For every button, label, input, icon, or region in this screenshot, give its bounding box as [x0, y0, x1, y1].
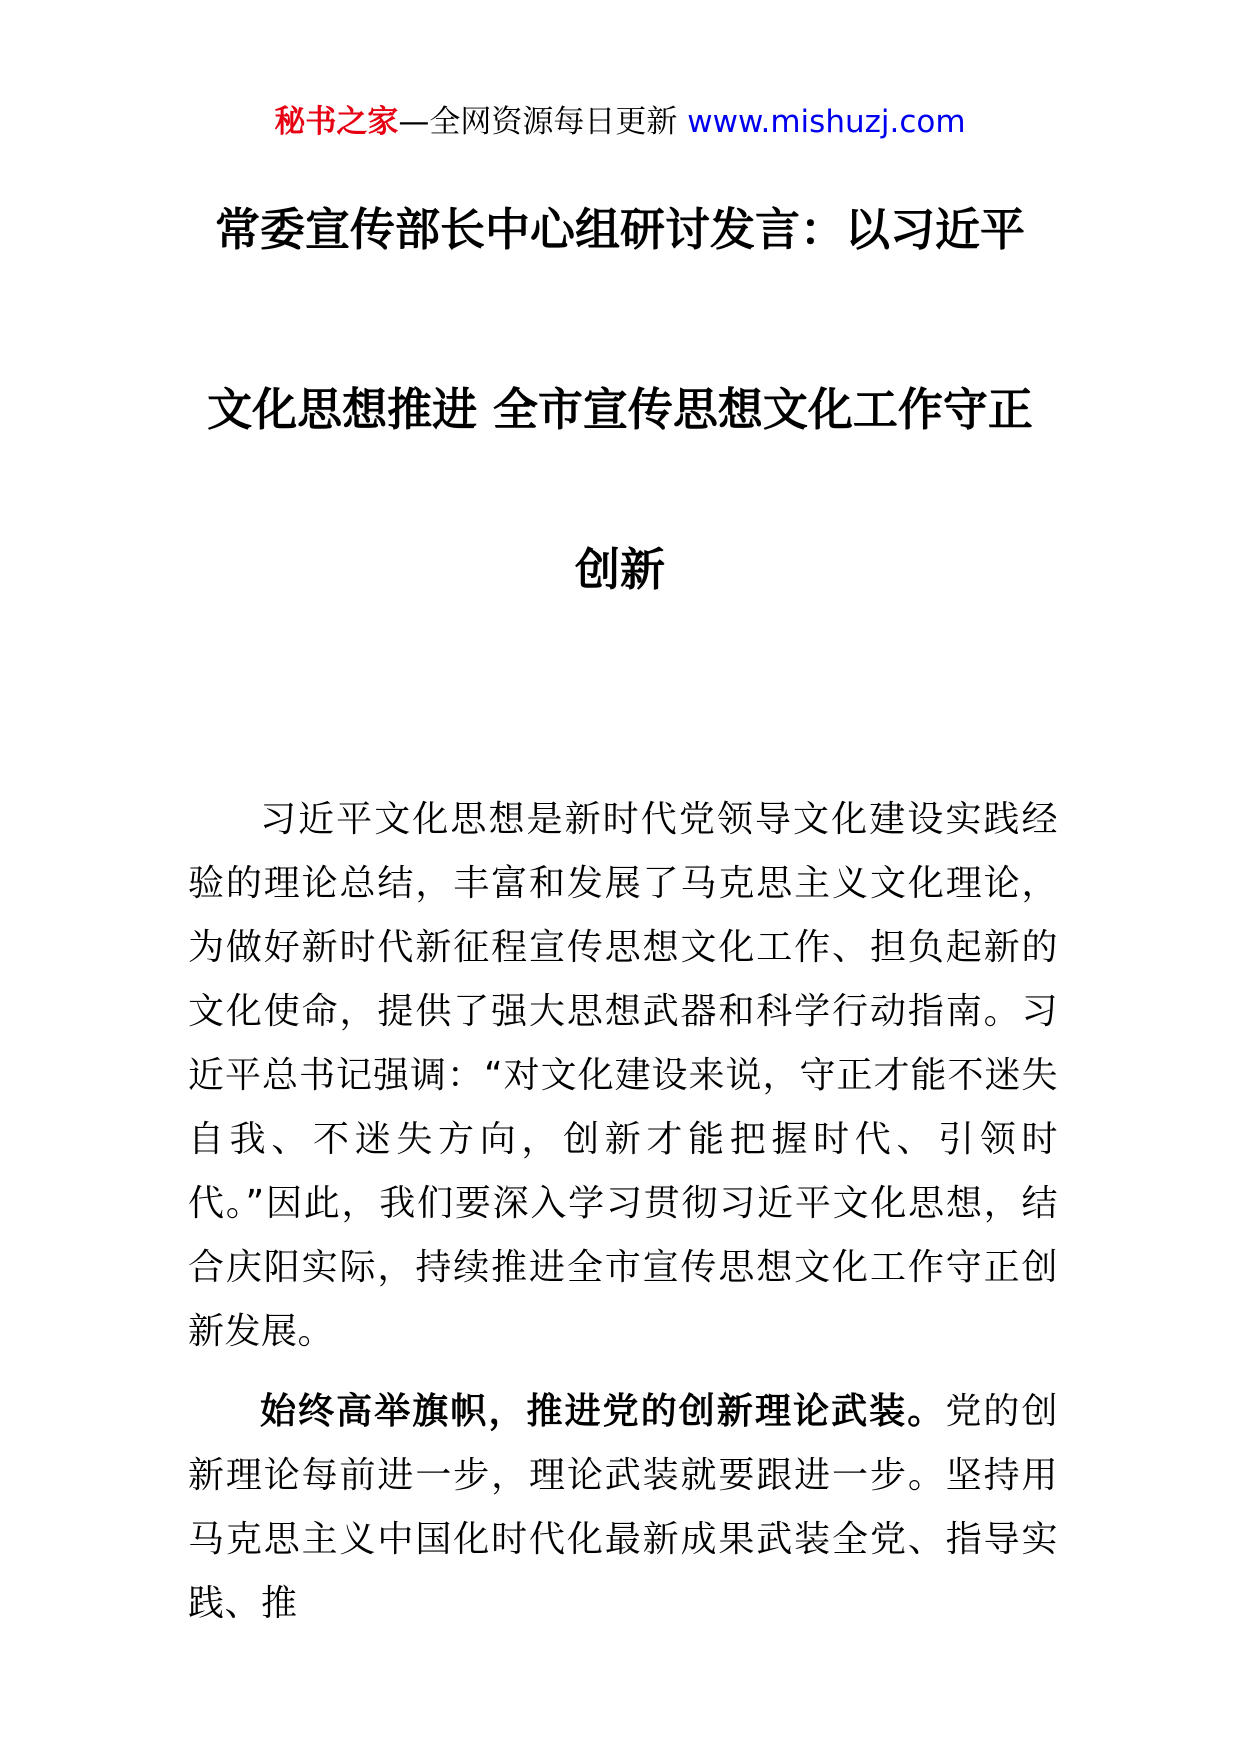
- site-url-link[interactable]: www.mishuzj.com: [687, 104, 966, 140]
- document-title-line-2: 文化思想推进 全市宣传思想文化工作守正: [207, 383, 1033, 436]
- brand-name: 秘书之家: [274, 104, 399, 140]
- document-title-line-3: 创新: [574, 543, 665, 596]
- document-title-line-1: 常委宣传部长中心组研讨发言：以习近平: [214, 203, 1025, 256]
- body-paragraph-2: [188, 1380, 1058, 1636]
- body-paragraph-1: 习近平文化思想是新时代党领导文化建设实践经验的理论总结，丰富和发展了马克思主义文化理论，为做好新时代新征程宣传思想文化工作、担负起新的文化使命，提供了强大思想武器和科学行动指南。习近平总书记强调：“对文化建设来说，守正才能不迷失自我、不迷失方向，创新才能把握时代、引领时代。”因此，我们要深入学习贯彻习近平文化思想，结合庆阳实际，持续推进全市宣传思想文化工作守正创新发展。: [188, 799, 1058, 1352]
- site-header: [0, 100, 1240, 144]
- paragraph-lead-sentence: 始终高举旗帜，推进党的创新理论武装。: [260, 1391, 946, 1432]
- header-tagline: —全网资源每日更新: [398, 104, 688, 140]
- paragraph-body-text: 党的创新理论每前进一步，理论武装就要跟进一步。坚持用马克思主义中国化时代化最新成果武装全党、指导实践、推: [188, 1391, 1058, 1624]
